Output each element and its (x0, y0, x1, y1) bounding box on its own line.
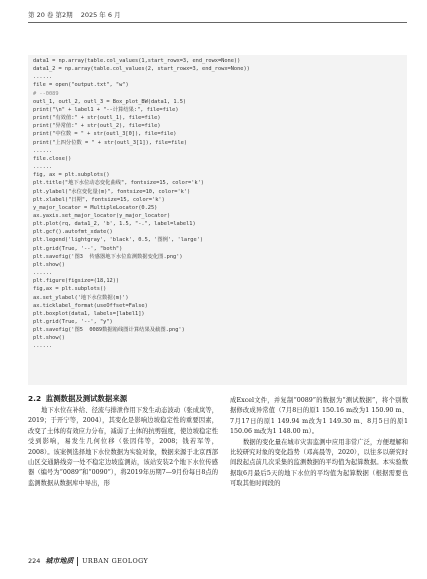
code-line: ...... (33, 343, 53, 350)
code-line: ...... (33, 147, 53, 154)
issue-date: 2025 年 6 月 (80, 11, 121, 19)
code-line: data1 = np.array(table.col_values(1,start_rowx=3, end_rowx=None)) (33, 58, 241, 64)
code-line: print("有效值:" + str(outl_1), file=file) (33, 115, 161, 122)
volume-issue: 第 20 卷 第2期 (28, 11, 73, 19)
journal-name: URBAN GEOLOGY (82, 557, 149, 565)
code-line: ...... (33, 164, 53, 171)
code-line: plt.xlabel("日期", fontsize=15, color='k') (33, 196, 165, 203)
code-line: print("异常值:" + str(outl_2), file=file) (33, 123, 161, 130)
header-rule (28, 22, 407, 23)
right-column (230, 396, 408, 490)
code-line: y_major_locator = MultipleLocator(0.25) (33, 204, 158, 211)
page-number: 224 (28, 557, 41, 565)
code-line: outl_1, outl_2, outl_3 = Box_plot_BW(data1, 1.5) (33, 98, 187, 105)
code-line: data1_2 = np.array(table.col_values(2, start_rowx=3, end_rowx=None)) (33, 66, 250, 73)
code-line: ax.set_ylabel('地下水位数据(m)') (33, 294, 129, 301)
page-footer (28, 556, 148, 566)
code-line: plt.show() (33, 335, 65, 342)
code-line: plt.figure(figsize=(18,12)) (33, 278, 120, 285)
code-line: plt.savefig('图5 0089数据箱线图计算结果及截图.png') (33, 327, 185, 334)
journal-logo: 城市地质 (45, 556, 74, 565)
section-number: 2.2 (28, 394, 42, 403)
running-header (28, 10, 127, 19)
code-line: plt.legend('lightgray', 'black', 0.5, '图例', 'large') (33, 237, 204, 244)
code-line: # --0089 (33, 90, 59, 97)
code-line: plt.boxplot(data1, labels=[label1]) (33, 310, 145, 317)
paragraph: 地下水位在补给、径流与排泄作用下发生动态波动（张成岚等，2019；于开宁等，2004），其变化是影响边坡稳定性的重要因素，改变了土体的有效应力分布，减弱了土体的抗剪强度，使边坡稳定性受到影响，易发生几何位移（张因伟等，2008；钱若军等，2008）。该案例选择地下水位数据为实验对象，数据来源于北京西部山区交通路线旁一处不稳定边坡监测站，该站安装2个地下水位传感器（编号为“0089”和“0090”），将2019年历期7—9月份每日8点的监测数据从数据库中导出，形 (28, 407, 218, 487)
code-line: plt.ylabel("水位变化量(m)", fontsize=10, color='k') (33, 188, 191, 195)
code-line: fig,ax = plt.subplots() (33, 286, 107, 293)
paragraph: 数据的变化量在城市灾害监测中应用非常广泛，方便理解和比较研究对象的变化趋势（邓高晨等，2020），以往多以研究时间段起点前几次采集的监测数据的平均值为起算数据。本实验数据取6月最后5天的地下水位的平均值为起算数据（根据需要也可取其他时间段的 (230, 438, 408, 488)
code-line: print("中位数 = " + str(outl_3[0]), file=file) (33, 131, 177, 138)
paragraph: 成Excel文件，并复制“0089”的数据为“测试数据”，将个别数据修改成异常值（7月8日的原1 150.16 m改为1 150.90 m、7月17日的原1 149.94 m改为1 149.30 m、8月5日的原1 150.06 m改为1 148.00 m）。 (230, 397, 408, 436)
code-line: file = open("output.txt", "w") (33, 82, 129, 89)
code-line: plt.title("地下水位动态变化曲线", fontsize=15, color='k') (33, 180, 204, 187)
code-line: plt.savefig('图3 传感器地下水位监测数据变化图.png') (33, 253, 183, 260)
code-line: ...... (33, 270, 53, 277)
section-title: 监测数据及测试数据来源 (45, 394, 128, 403)
code-line: plt.show() (33, 261, 65, 268)
code-line: ...... (33, 74, 53, 81)
section-heading (28, 393, 127, 404)
code-line: fig, ax = plt.subplots() (33, 172, 110, 179)
code-block (28, 55, 407, 385)
code-line: plt.grid(True, '--', "y") (33, 319, 113, 325)
code-line: print("上四分位数 = " + str(outl_3[1]), file=file) (33, 139, 188, 146)
code-line: print("\n" + label1 + "--计算结果:", file=file) (33, 106, 179, 113)
footer-divider (77, 557, 78, 566)
code-line: file.close() (33, 155, 72, 162)
code-line: plt.gcf().autofmt_xdate() (33, 229, 113, 236)
left-column (28, 406, 218, 489)
code-line: plt.plot(rq, data1_2, 'b', 1.5, "-.", label=label1) (33, 221, 196, 228)
code-line: ax.ticklabel_format(useOffset=False) (33, 302, 148, 309)
code-line: plt.grid(True, '--', "both") (33, 245, 123, 252)
code-line: ax.yaxis.set_major_locator(y_major_locator) (33, 212, 171, 219)
code-listing (28, 55, 407, 353)
